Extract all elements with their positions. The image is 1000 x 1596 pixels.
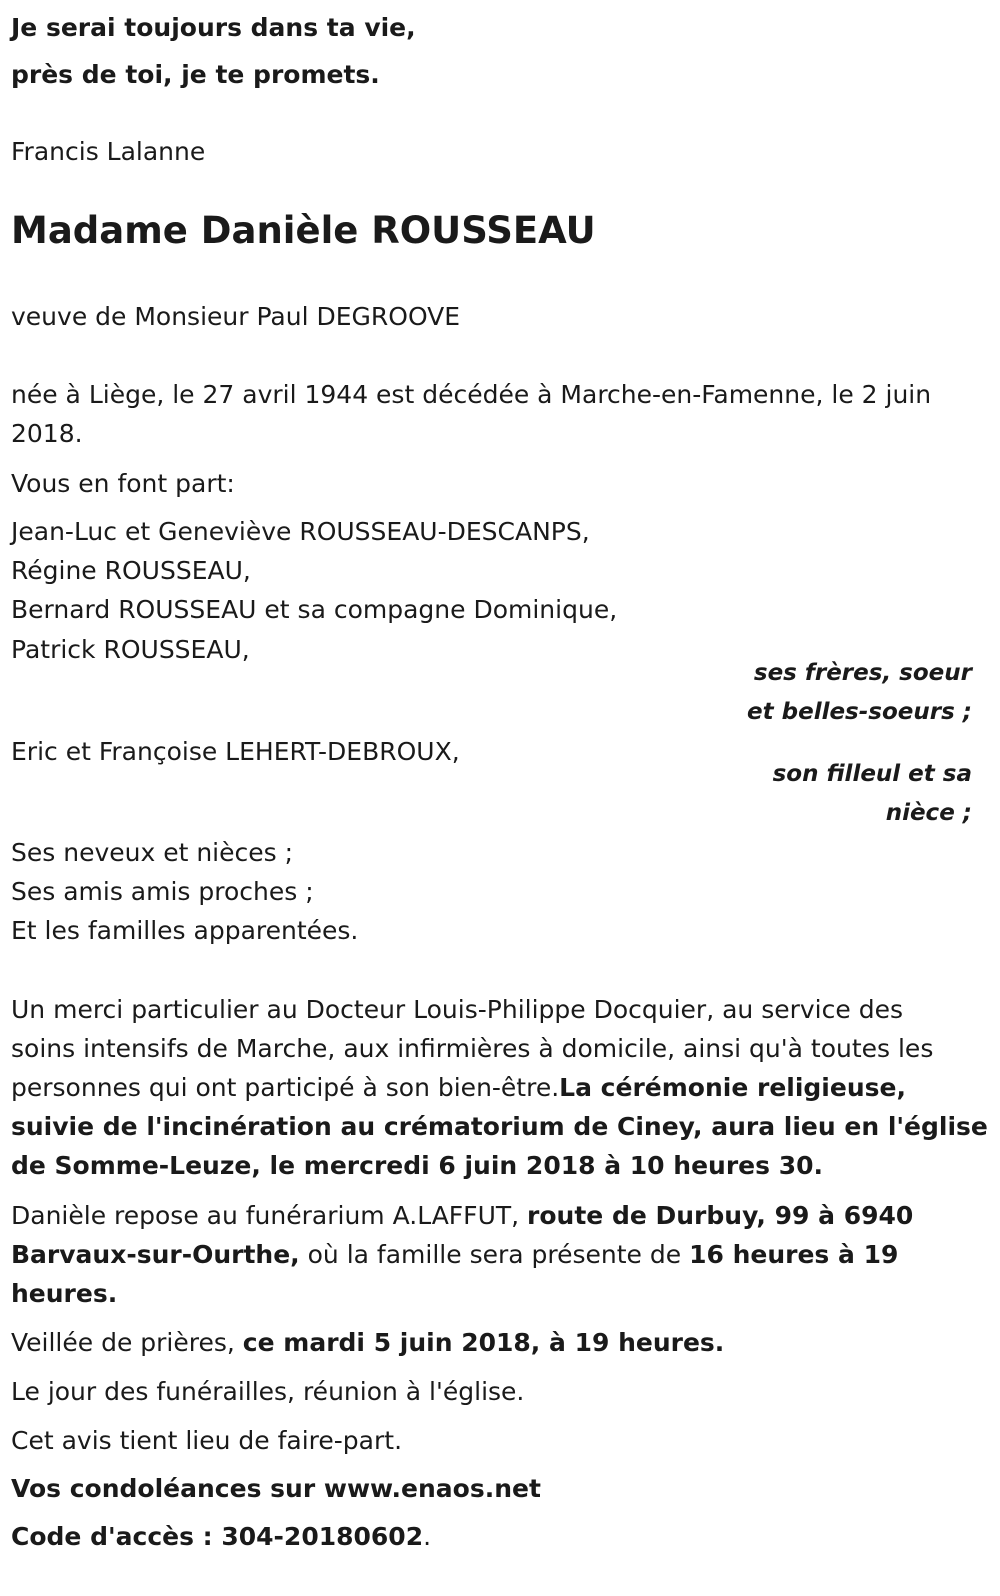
access-code-line [11, 1517, 431, 1556]
funeral-home-address: route de Durbuy, 99 à 6940 [527, 1201, 914, 1230]
dates-line-1: née à Liège, le 27 avril 1944 est décédée à Marche-en-Famenne, le 2 juin [11, 380, 932, 409]
visitation-text: où la famille sera présente de [299, 1240, 690, 1269]
quote-line-1: Je serai toujours dans ta vie, [11, 13, 416, 42]
godson-role-line-1: son filleul et sa [772, 761, 972, 787]
thanks-line-1: Un merci particulier au Docteur Louis-Philippe Docquier, au service des [11, 995, 903, 1024]
visitation-hours: 16 heures à 19 [689, 1240, 899, 1269]
quote-line-2: près de toi, je te promets. [11, 60, 380, 89]
visitation-line-3: heures. [11, 1279, 118, 1308]
funeral-home-city: Barvaux-sur-Ourthe, [11, 1240, 300, 1269]
visitation-line-1 [11, 1196, 913, 1235]
godson-line: Eric et Françoise LEHERT-DEBROUX, [11, 737, 460, 766]
spouse-line: veuve de Monsieur Paul DEGROOVE [11, 302, 461, 331]
others-line: Et les familles apparentées. [11, 916, 359, 945]
visitation-text: Danièle repose au funérarium A.LAFFUT, [11, 1201, 528, 1230]
access-code: Code d'accès : 304-20180602 [11, 1522, 424, 1551]
access-code-period: . [423, 1522, 432, 1551]
ceremony-text: La cérémonie religieuse, [559, 1073, 906, 1102]
deceased-name: Madame Danièle ROUSSEAU [11, 209, 596, 252]
dates-line-2: 2018. [11, 419, 83, 448]
sibling-line: Régine ROUSSEAU, [11, 556, 251, 585]
thanks-text: personnes qui ont participé à son bien-être. [11, 1073, 560, 1102]
vigil-line [11, 1323, 724, 1362]
quote-author: Francis Lalanne [11, 137, 206, 166]
sibling-line: Bernard ROUSSEAU et sa compagne Dominique, [11, 595, 618, 624]
siblings-role-line-1: ses frères, soeur [753, 660, 972, 686]
others-line: Ses neveux et nièces ; [11, 838, 294, 867]
announcement-intro: Vous en font part: [11, 469, 235, 498]
condolences-line: Vos condoléances sur www.enaos.net [11, 1474, 541, 1503]
ceremony-line-3: de Somme-Leuze, le mercredi 6 juin 2018 à 10 heures 30. [11, 1151, 823, 1180]
sibling-line: Patrick ROUSSEAU, [11, 635, 250, 664]
sibling-line: Jean-Luc et Geneviève ROUSSEAU-DESCANPS, [11, 517, 590, 546]
funeral-day-line: Le jour des funérailles, réunion à l'église. [11, 1377, 525, 1406]
thanks-line-3 [11, 1068, 906, 1107]
others-line: Ses amis amis proches ; [11, 877, 314, 906]
vigil-text: Veillée de prières, [11, 1328, 243, 1357]
notice-line: Cet avis tient lieu de faire-part. [11, 1426, 403, 1455]
siblings-role-line-2: et belles-soeurs ; [747, 699, 972, 725]
godson-role-line-2: nièce ; [885, 800, 972, 826]
ceremony-line-2: suivie de l'incinération au crématorium de Ciney, aura lieu en l'église [11, 1112, 988, 1141]
thanks-line-2: soins intensifs de Marche, aux infirmières à domicile, ainsi qu'à toutes les [11, 1034, 934, 1063]
vigil-date: ce mardi 5 juin 2018, à 19 heures. [242, 1328, 725, 1357]
visitation-line-2 [11, 1235, 898, 1274]
